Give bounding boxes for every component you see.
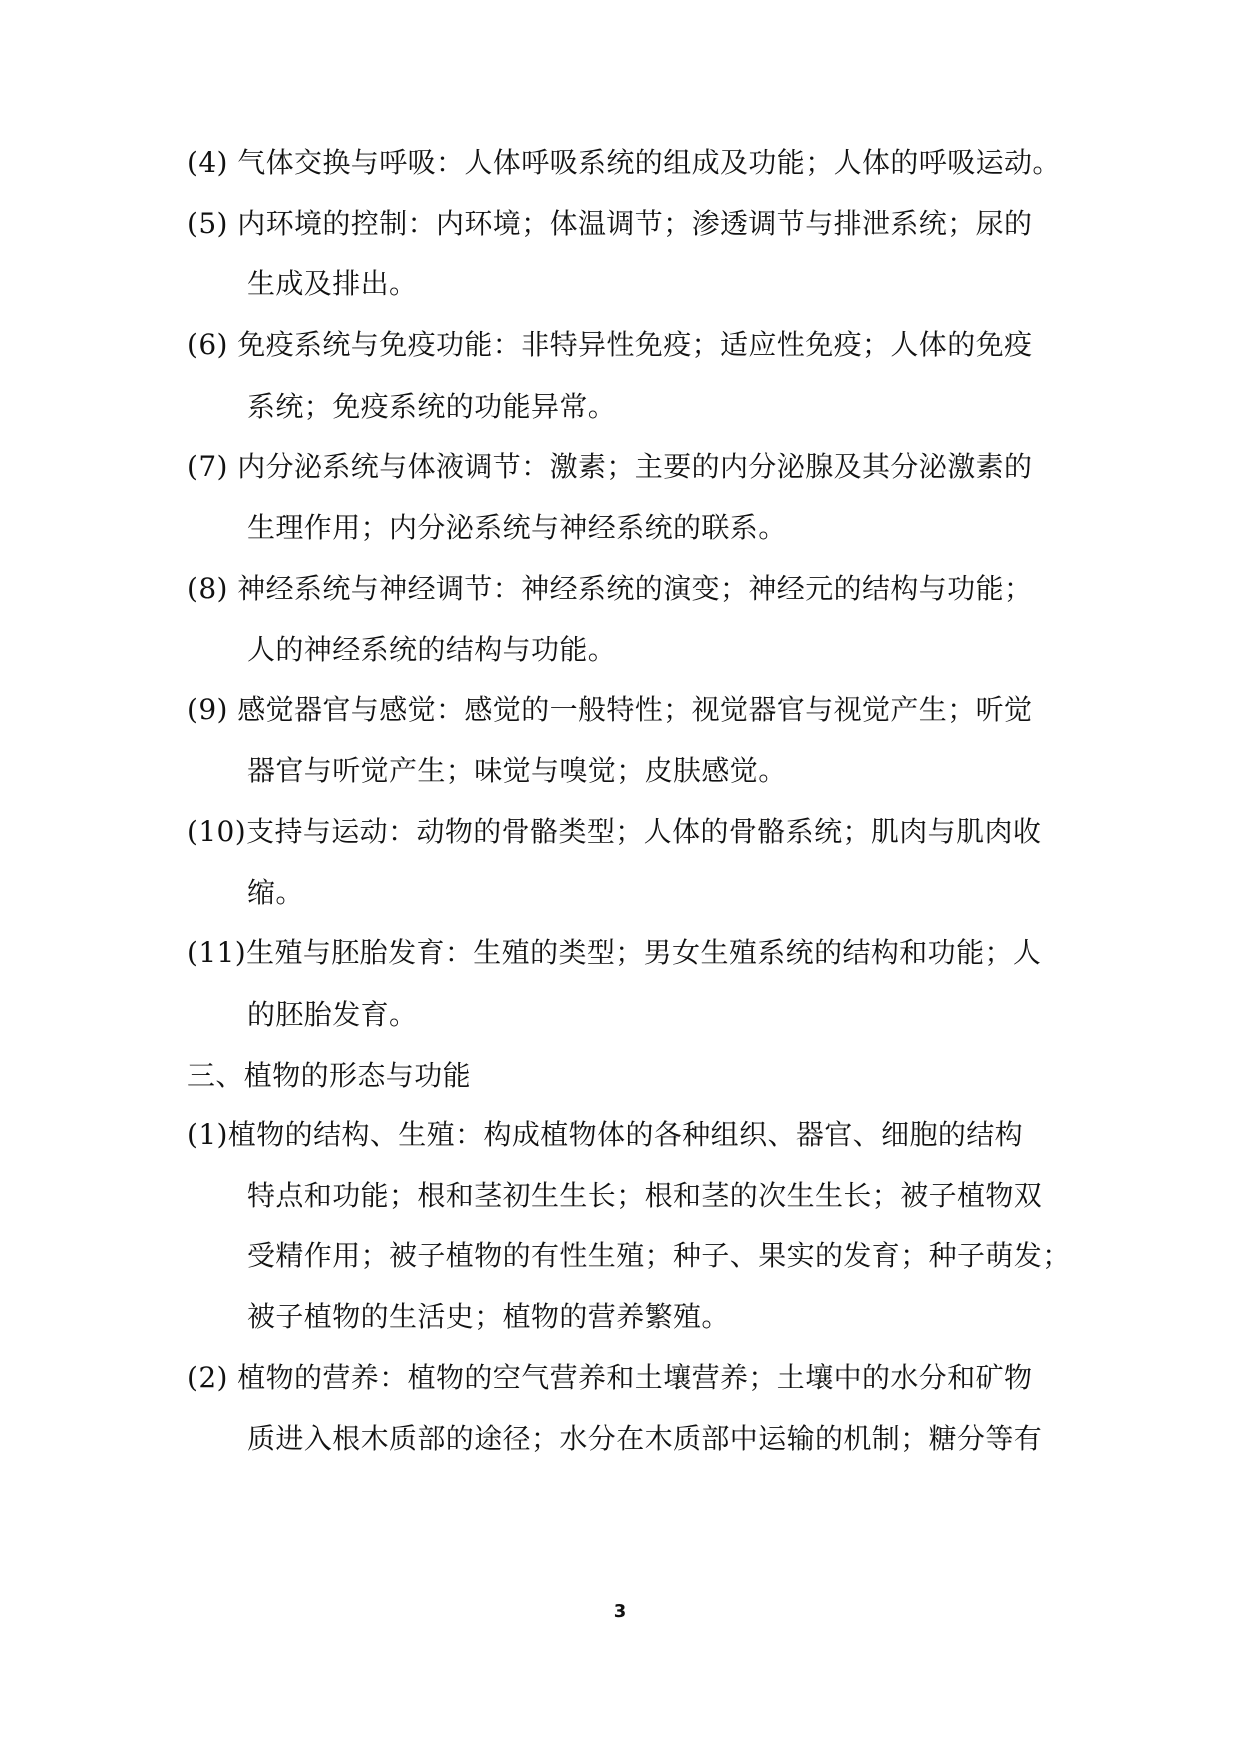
item-text: 植物的营养：植物的空气营养和土壤营养；土壤中的水分和矿物 <box>237 1361 1033 1394</box>
item-4 <box>187 138 1061 188</box>
item-text: 生殖与胚胎发育：生殖的类型；男女生殖系统的结构和功能；人 <box>246 936 1042 969</box>
item-text: 系统；免疫系统的功能异常。 <box>247 390 617 423</box>
item-11-continued <box>247 990 417 1040</box>
item-text: 植物的结构、生殖：构成植物体的各种组织、器官、细胞的结构 <box>227 1118 1024 1151</box>
item-text: 支持与运动：动物的骨骼类型；人体的骨骼系统；肌肉与肌肉收 <box>246 815 1042 848</box>
item-text: 被子植物的生活史；植物的营养繁殖。 <box>247 1300 730 1333</box>
item-text: 内环境的控制：内环境；体温调节；渗透调节与排泄系统；尿的 <box>237 207 1033 240</box>
item-text: 免疫系统与免疫功能：非特异性免疫；适应性免疫；人体的免疫 <box>237 328 1033 361</box>
item-text: 生成及排出。 <box>247 267 418 300</box>
item-number: (5) <box>187 207 228 240</box>
item-number: (6) <box>187 328 228 361</box>
item-text: 感觉器官与感觉：感觉的一般特性；视觉器官与视觉产生；听觉 <box>237 693 1033 726</box>
item-number: (8) <box>187 572 228 605</box>
plant-item-1-continued-3 <box>247 1292 730 1342</box>
item-8 <box>187 564 1032 614</box>
item-text: 质进入根木质部的途径；水分在木质部中运输的机制；糖分等有 <box>247 1422 1043 1455</box>
item-10 <box>187 807 1041 857</box>
item-7-continued <box>247 503 787 553</box>
item-number: (1) <box>187 1118 228 1151</box>
item-6-continued <box>247 382 616 432</box>
plant-item-1-continued-2 <box>247 1231 1071 1281</box>
item-text: 器官与听觉产生；味觉与嗅觉；皮肤感觉。 <box>247 754 787 787</box>
item-text: 内分泌系统与体液调节：激素；主要的内分泌腺及其分泌激素的 <box>237 450 1033 483</box>
item-10-continued <box>247 868 304 918</box>
item-text: 缩。 <box>247 876 304 909</box>
item-number: (11) <box>187 936 247 969</box>
item-9-continued <box>247 746 787 796</box>
item-number: (7) <box>187 450 228 483</box>
item-9 <box>187 685 1032 735</box>
item-text: 受精作用；被子植物的有性生殖；种子、果实的发育；种子萌发； <box>247 1239 1071 1272</box>
item-number: (9) <box>187 693 228 726</box>
plant-item-2-continued <box>247 1414 1042 1464</box>
section-heading-text: 三、植物的形态与功能 <box>187 1059 472 1092</box>
item-number: (10) <box>187 815 247 848</box>
item-number: (4) <box>187 146 228 179</box>
plant-item-1 <box>187 1110 1023 1160</box>
item-number: (2) <box>187 1361 228 1394</box>
item-7 <box>187 442 1032 492</box>
item-text: 生理作用；内分泌系统与神经系统的联系。 <box>247 511 787 544</box>
item-8-continued <box>247 625 616 675</box>
item-11 <box>187 928 1041 978</box>
item-5 <box>187 199 1032 249</box>
item-text: 的胚胎发育。 <box>247 998 418 1031</box>
item-5-continued <box>247 259 417 309</box>
section-heading <box>187 1051 471 1101</box>
item-text: 神经系统与神经调节：神经系统的演变；神经元的结构与功能； <box>237 572 1033 605</box>
item-6 <box>187 320 1032 370</box>
plant-item-1-continued-1 <box>247 1171 1042 1221</box>
item-text: 气体交换与呼吸：人体呼吸系统的组成及功能；人体的呼吸运动。 <box>237 146 1061 179</box>
item-text: 特点和功能；根和茎初生生长；根和茎的次生生长；被子植物双 <box>247 1179 1043 1212</box>
item-text: 人的神经系统的结构与功能。 <box>247 633 617 666</box>
page-number: 3 <box>613 1601 627 1622</box>
plant-item-2 <box>187 1353 1032 1403</box>
